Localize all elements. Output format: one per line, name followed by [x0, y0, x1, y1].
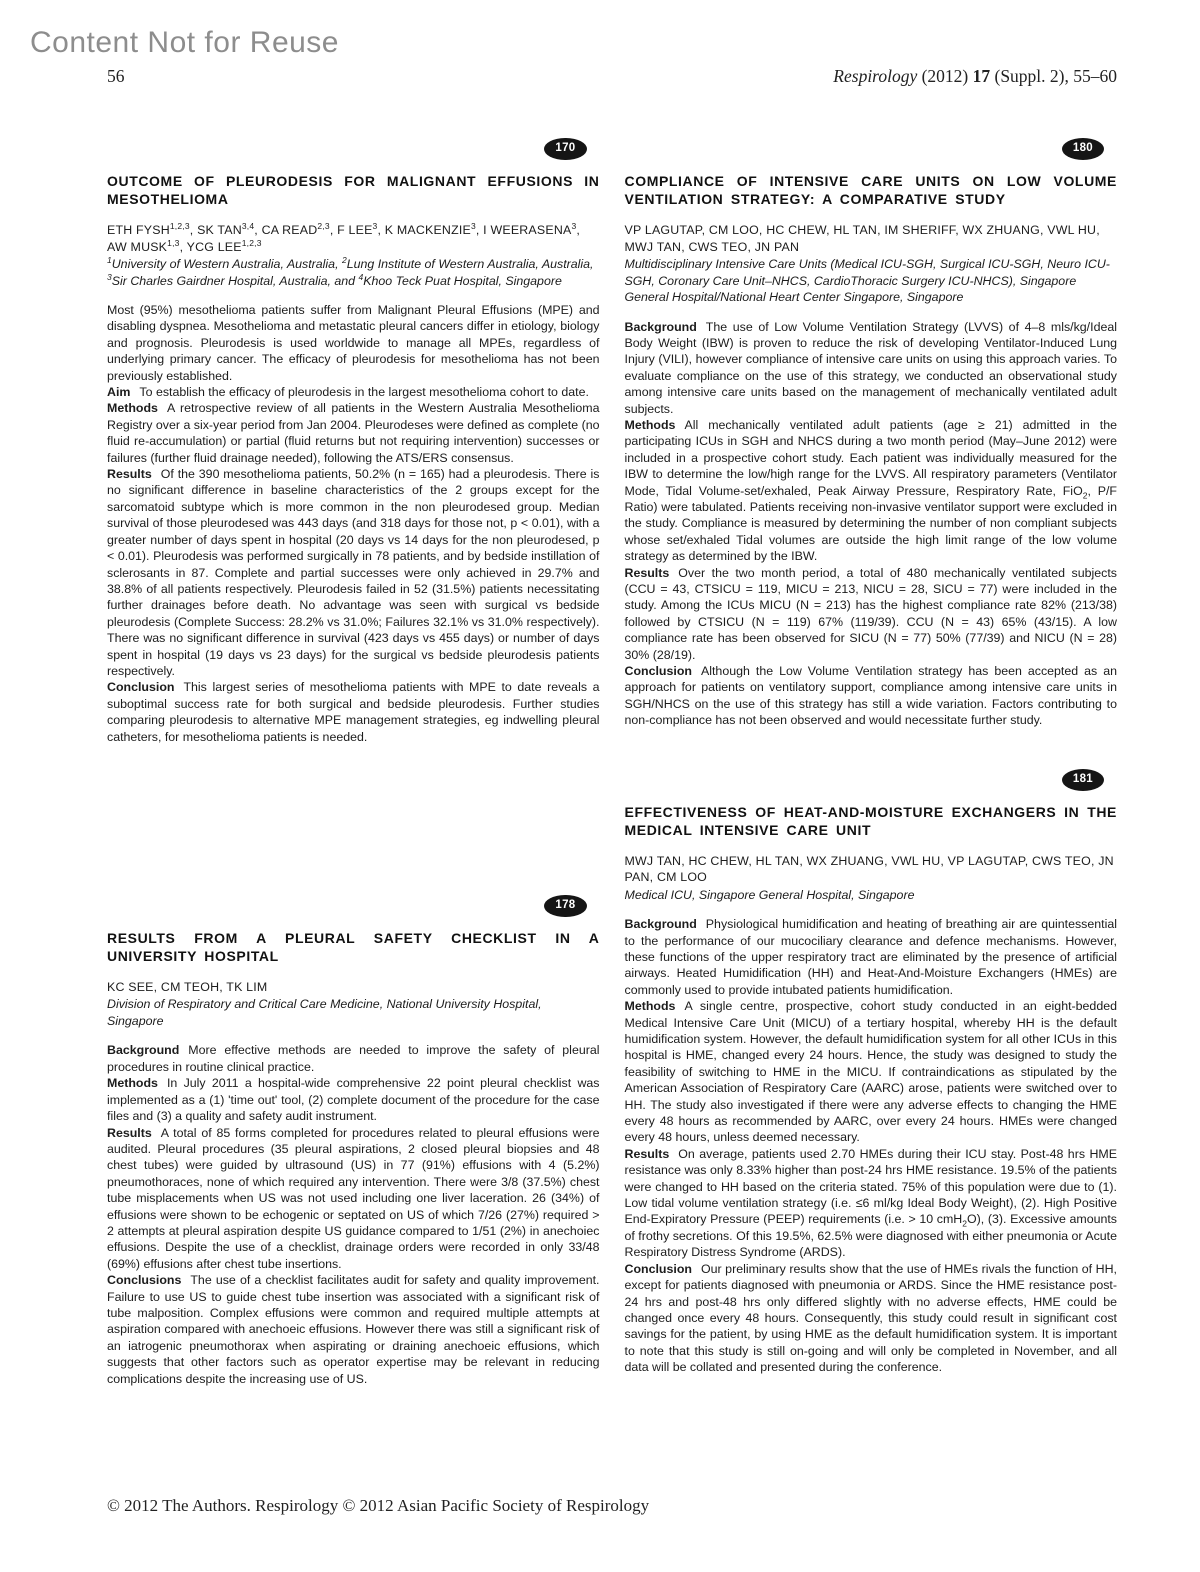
two-column-layout — [107, 138, 1117, 1387]
abstract-body — [107, 1042, 600, 1387]
section-label: Conclusion — [624, 664, 692, 679]
abstract-authors: ETH FYSH$^{1,2,3}$, SK TAN$^{3,4}$, CA READ$^{2,3}$, F LEE$^3$, K MACKENZIE$^3$, I WEERASENA$^3$, AW MUSK$^{1,3}$, YCG LEE$^{1,2,3}$ — [107, 220, 581, 254]
abstract-body — [625, 319, 1118, 729]
section-label: Results — [107, 1125, 152, 1140]
abstract-section: Results Over the two month period, a total of 480 mechanically ventilated subjects (CCU = 43, CTSICU = 119, MICU = 213, NICU = 28, SICU = 77) were included in the study. Among the ICUs MICU (N = 213) has the highest compliance rate 82% (213/38) followed by CTSICU (N = 119) 67% (119/39). CCU (N = 43) 65% (43/15). A low compliance rate has been observed for SICU (N = 77) 50% (77/39) and NICU (N = 28) 30% (28/19). — [624, 565, 1117, 662]
abstract-number-badge: 178 — [544, 895, 586, 917]
abstract-section: Methods All mechanically ventilated adult patients (age ≥ 21) admitted in the participating ICUs in SGH and NHCS during a two month period (May–June 2012) were included in a prospective cohort study. Each patient was individually measured for the IBW to determine the low/high range for the LVVS. All respiratory parameters (Ventilator Mode, Tidal Volume-set/exhaled, Peak Airway Pressure, Respiratory Rate, FiO$_2$, P/F Ratio) were tabulated. Patients receiving non-invasive ventilator support were excluded in the study. Compliance is measured by determining the number of non compliant subjects whose set/exhaled Tidal volumes are outside the high limit range of the low volume strategy as determined by the IBW. — [624, 417, 1117, 564]
section-label: Background — [624, 917, 697, 932]
section-label: Methods — [107, 1076, 158, 1091]
section-label: Results — [624, 565, 670, 580]
abstract-section: Methods A retrospective review of all patients in the Western Australia Mesothelioma Registry over a six-year period from Jan 2004. Pleurodeses were defined as complete (no fluid re-accumulation) or partial (fluid returns but not requiring intervention) successes or failures (further fluid drainage needed), following the ATS/ERS consensus. — [107, 401, 600, 465]
abstract-178 — [107, 895, 600, 1387]
abstract-section: Results On average, patients used 2.70 HMEs during their ICU stay. Post-48 hrs HME resistance was only 8.33% higher than post-24 hrs HME resistance. 19.5% of the patients were changed to HH based on the criteria stated. 75% of this population were due to (1). Low tidal volume ventilation strategy (i.e. ≤6 ml/kg Ideal Body Weight), (2). High Positive End-Expiratory Pressure (PEEP) requirements (i.e. > 10 cmH$_2$O), (3). Excessive amounts of frothy secretions. Of this 19.5%, 62.5% were diagnosed with either pneumonia or Acute Respiratory Distress Syndrome (ARDS). — [624, 1146, 1118, 1260]
section-label: Background — [624, 319, 697, 334]
abstract-section: Most (95%) mesothelioma patients suffer from Malignant Pleural Effusions (MPE) and disabling dyspnea. Mesothelioma and metastatic pleural cancers differ in etiology, biology and prognosis. Pleurodesis is used worldwide to manage all MPEs, regardless of underlying primary cancer. The efficacy of pleurodesis for mesothelioma has not been previously established. — [107, 303, 600, 383]
section-label: Aim — [107, 385, 131, 400]
abstract-number-badge: 181 — [1062, 769, 1104, 791]
badge-row — [107, 138, 600, 160]
abstract-body — [625, 916, 1118, 1375]
abstract-title: COMPLIANCE OF INTENSIVE CARE UNITS ON LOW VOLUME VENTILATION STRATEGY: A COMPARATIVE STUDY — [624, 173, 1117, 207]
watermark: Content Not for Reuse — [30, 26, 339, 59]
section-label: Methods — [107, 401, 158, 416]
abstract-body — [107, 302, 600, 745]
abstract-title: OUTCOME OF PLEURODESIS FOR MALIGNANT EFFUSIONS IN MESOTHELIOMA — [107, 173, 600, 207]
abstract-180 — [625, 138, 1118, 729]
abstract-affiliation: Medical ICU, Singapore General Hospital, Singapore — [624, 887, 915, 902]
abstract-section: Conclusion Although the Low Volume Ventilation strategy has been accepted as an approach for patients on ventilatory support, compliance among intensive care units in SGH/NHCS on the use of this strategy has still a wide variation. Factors contributing to non-compliance has not been observed and would necessitate further study. — [624, 664, 1117, 728]
section-label: Conclusion — [624, 1261, 692, 1276]
section-label: Methods — [624, 999, 676, 1014]
abstract-170 — [107, 138, 600, 745]
abstract-affiliation: Multidisciplinary Intensive Care Units (Medical ICU-SGH, Surgical ICU-SGH, Neuro ICU-SGH, Coronary Care Unit–NHCS, CardioThoracic Surgery ICU-NHCS), Singapore General Hospital/National Heart Center Singapore, Singapore — [624, 257, 1110, 304]
badge-row — [625, 769, 1118, 791]
journal-citation: Respirology (2012) 17 (Suppl. 2), 55–60 — [833, 66, 1117, 86]
right-column — [625, 138, 1118, 1387]
section-label: Conclusions — [107, 1273, 182, 1288]
abstract-authors: VP LAGUTAP, CM LOO, HC CHEW, HL TAN, IM SHERIFF, WX ZHUANG, VWL HU, MWJ TAN, CWS TEO, JN PAN — [624, 223, 1100, 254]
abstract-section: Methods In July 2011 a hospital-wide comprehensive 22 point pleural checklist was implemented as a (1) 'time out' tool, (2) complete document of the procedure for the case files and (3) a quality and safety audit instrument. — [107, 1076, 600, 1124]
abstract-section: Background More effective methods are needed to improve the safety of pleural procedures in routine clinical practice. — [107, 1043, 600, 1074]
badge-row — [107, 895, 600, 917]
abstract-section: Methods A single centre, prospective, cohort study conducted in an eight-bedded Medical Intensive Care Unit (MICU) of a tertiary hospital, whereby HH is the default humidification system. However, the default humidification system for all other ICUs in this hospital is HME, changed every 24 hours. Hence, the study was designed to study the feasibility of switching to HME in the MICU. If contraindications as stipulated by the American Association of Respiratory Care (AARC) arose, patients were switched over to HH. The study also investigated if there were any adverse effects to changing the HME every 48 hours as recommended by AARC, over every 24 hours. HMEs were changed every 48 hours, unless deemed necessary. — [624, 999, 1117, 1145]
section-label: Conclusion — [107, 680, 175, 695]
page-number: 56 — [107, 66, 125, 86]
abstract-section: Results Of the 390 mesothelioma patients, 50.2% (n = 165) had a pleurodesis. There is no significant difference in baseline characteristics of the 2 groups except for the sarcomatoid subtype which is more common in the non pleurodesed group. Median survival of those pleurodesed was 443 days (and 318 days for those not, p < 0.01), with a greater number of days spent in hospital (20 days vs 14 days for the non pleurodesed, p < 0.01). Pleurodesis was performed surgically in 78 patients, and by bedside instillation of sclerosants in 87. Complete and partial successes were only achieved in 29.7% and 38.8% of all patients respectively. Pleurodesis failed in 52 (31.5%) patients necessitating further drainages before death. No advantage was seen with surgical vs bedside pleurodesis (Complete Success: 28.2% vs 31.0%; Failures 32.1% vs 31.0% respectively). There was no significant difference in survival (423 days vs 455 days) or number of days spent in hospital (19 days vs 23 days) for the surgical vs bedside pleurodesis patients respectively. — [107, 467, 600, 678]
left-column — [107, 138, 600, 1387]
section-label: Results — [624, 1146, 670, 1161]
abstract-affiliation: $^1$University of Western Australia, Australia, $^2$Lung Institute of Western Australia, Australia, $^3$Sir Charles Gairdner Hospital, Australia, and $^4$Khoo Teck Puat Hospital, Singapore — [107, 254, 594, 288]
section-label: Results — [107, 467, 152, 482]
abstract-affiliation: Division of Respiratory and Critical Care Medicine, National University Hospital, Singapore — [107, 997, 542, 1028]
abstract-authors: KC SEE, CM TEOH, TK LIM — [107, 979, 268, 994]
abstract-section: Background The use of Low Volume Ventilation Strategy (LVVS) of 4–8 mls/kg/Ideal Body Weight (IBW) is proven to reduce the risk of developing Ventilator-Induced Lung Injury (VILI), however compliance of intensive care units on using this approach varies. To evaluate compliance on the use of this strategy, we conducted an observational study among intensive care units based on the management of mechanically ventilated adult subjects. — [624, 319, 1117, 416]
abstract-title: EFFECTIVENESS OF HEAT-AND-MOISTURE EXCHANGERS IN THE MEDICAL INTENSIVE CARE UNIT — [624, 803, 1117, 838]
abstract-section: Conclusions The use of a checklist facilitates audit for safety and quality improvement. Failure to use US to guide chest tube insertion was associated with a significant risk of tube malposition. Complex effusions were common and required multiple attempts at aspiration compared with anechoeic effusions. However there was still a significant risk of an iatrogenic pneumothorax when aspirating or draining anechoeic effusions, which suggests that other factors such as operator expertise may be relevant in reducing complications despite the increasing use of US. — [107, 1273, 600, 1386]
badge-row — [625, 138, 1118, 160]
page-header — [107, 66, 1117, 87]
copyright-line: © 2012 The Authors. Respirology © 2012 Asian Pacific Society of Respirology — [107, 1496, 650, 1515]
section-label: Methods — [624, 417, 676, 432]
abstract-number-badge: 180 — [1062, 138, 1104, 160]
abstract-number-badge: 170 — [544, 138, 586, 160]
abstract-section: Aim To establish the efficacy of pleurodesis in the largest mesothelioma cohort to date. — [107, 385, 589, 400]
abstract-section: Conclusion Our preliminary results show that the use of HMEs rivals the function of HH, except for patients diagnosed with pneumonia or ARDS. Since the HME resistance post-24 hrs and post-48 hrs only differed slightly with no adverse effects, HME could be changed once every 48 hours. Consequently, this study could result in significant cost savings for the patient, by using HME as the default humidification system. It is important to note that this study is still on-going and will only be completed in November, and all data will be collated and presented during the conference. — [624, 1261, 1117, 1375]
abstract-181 — [625, 769, 1118, 1376]
abstract-section: Conclusion This largest series of mesothelioma patients with MPE to date reveals a suboptimal success rate for both surgical and bedside pleurodesis. Further studies comparing pleurodesis to alternative MPE management strategies, eg indwelling pleural catheters, for mesothelioma patients is needed. — [107, 680, 600, 744]
abstract-section: Results A total of 85 forms completed for procedures related to pleural effusions were audited. Pleural procedures (35 pleural aspirations, 2 closed pleural biopsies and 48 chest tubes) were guided by ultrasound (US) in 77 (91%) effusions with 4 (5.2%) pneumothoraces, none of which required any intervention. There were 3/8 (37.5%) chest tube misplacements when US was not used including one liver laceration. 26 (34%) of effusions were shown to be echogenic or septated on US of which 7/26 (27%) required > 2 attempts at pleural aspiration despite US guidance compared to 1/51 (2%) in anechoiec effusions. Despite the use of a checklist, drainage orders were recorded in only 33/48 (69%) effusions after chest tube insertions. — [107, 1125, 600, 1271]
section-label: Background — [107, 1043, 180, 1058]
abstract-section: Background Physiological humidification and heating of breathing air are quintessential to the performance of our mucociliary clearance and defence mechanisms. However, these functions of the upper respiratory tract are eliminated by the presence of artificial airways. Heated Humidification (HH) and Heat-And-Moisture Exchangers (HMEs) are commonly used to provide intubated patients humidification. — [624, 917, 1117, 997]
abstract-title: RESULTS FROM A PLEURAL SAFETY CHECKLIST IN A UNIVERSITY HOSPITAL — [107, 929, 600, 964]
abstract-authors: MWJ TAN, HC CHEW, HL TAN, WX ZHUANG, VWL HU, VP LAGUTAP, CWS TEO, JN PAN, CM LOO — [624, 853, 1114, 885]
